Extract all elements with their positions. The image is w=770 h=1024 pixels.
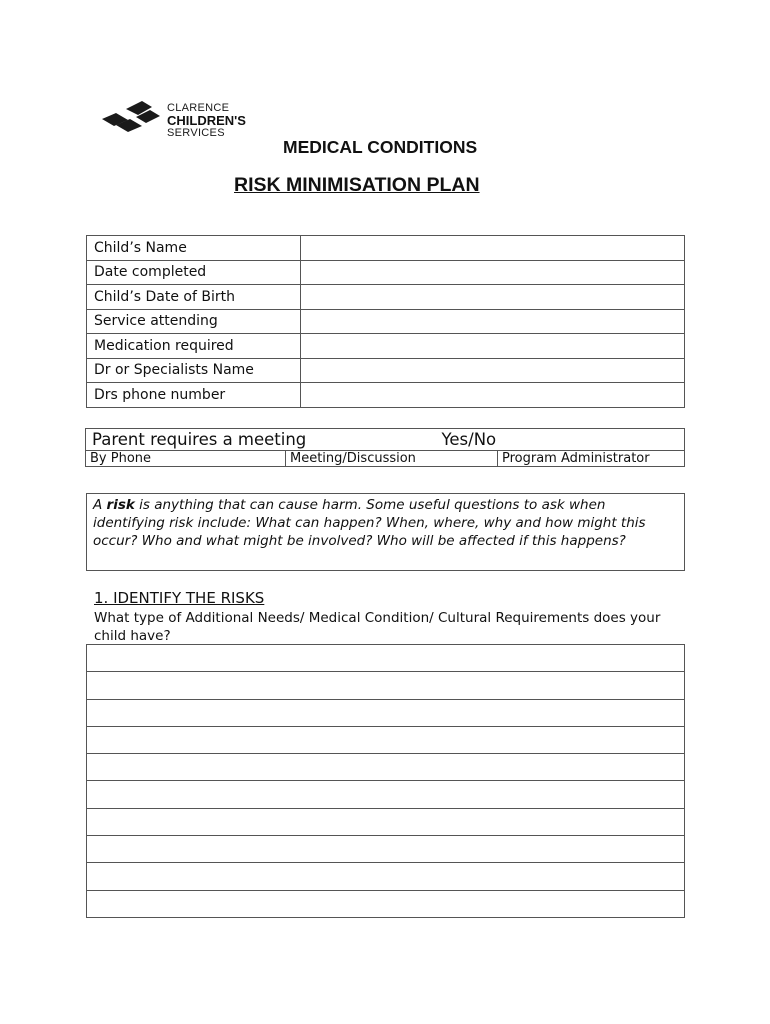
answer-line[interactable] (87, 836, 685, 863)
risk-definition-box (86, 493, 685, 571)
form-subheading: RISK MINIMISATION PLAN (234, 174, 480, 196)
field-label: Date completed (87, 260, 301, 285)
specialist-name-field[interactable] (300, 358, 684, 383)
table-row (87, 285, 685, 310)
table-row (87, 726, 685, 753)
risk-answer-table (86, 644, 685, 918)
answer-line[interactable] (87, 890, 685, 917)
meeting-question (86, 429, 685, 451)
meeting-table (85, 428, 685, 467)
answer-line[interactable] (87, 754, 685, 781)
organisation-logo (100, 97, 280, 143)
risk-note-prefix: A (93, 497, 107, 513)
table-row (86, 429, 685, 451)
risk-question: What type of Additional Needs/ Medical Condition/ Cultural Requirements does your child have? (94, 610, 661, 644)
answer-line[interactable] (87, 781, 685, 808)
field-label: Service attending (87, 309, 301, 334)
table-row (87, 754, 685, 781)
table-row (87, 383, 685, 408)
medication-required-field[interactable] (300, 334, 684, 359)
yes-no-option[interactable]: Yes/No (441, 430, 497, 449)
table-row (87, 334, 685, 359)
by-phone-option[interactable]: By Phone (86, 451, 286, 467)
answer-line[interactable] (87, 645, 685, 672)
field-label: Drs phone number (87, 383, 301, 408)
field-label: Child’s Name (87, 236, 301, 261)
date-of-birth-field[interactable] (300, 285, 684, 310)
program-administrator-option[interactable]: Program Administrator (498, 451, 685, 467)
logo-mark-icon (100, 99, 162, 139)
meeting-label: Parent requires a meeting (92, 430, 307, 449)
table-row (87, 236, 685, 261)
answer-line[interactable] (87, 863, 685, 890)
table-row (87, 358, 685, 383)
table-row (87, 309, 685, 334)
section-heading: 1. IDENTIFY THE RISKS (94, 589, 265, 607)
field-label: Child’s Date of Birth (87, 285, 301, 310)
table-row (87, 863, 685, 890)
service-attending-field[interactable] (300, 309, 684, 334)
child-details-table (86, 235, 685, 408)
form-heading: MEDICAL CONDITIONS (283, 137, 478, 157)
logo-text-line-2: CHILDREN'S (167, 113, 246, 128)
answer-line[interactable] (87, 726, 685, 753)
dr-phone-field[interactable] (300, 383, 684, 408)
table-row (87, 808, 685, 835)
field-label: Dr or Specialists Name (87, 358, 301, 383)
table-row (87, 645, 685, 672)
field-label: Medication required (87, 334, 301, 359)
date-completed-field[interactable] (300, 260, 684, 285)
logo-text-line-1: CLARENCE (167, 102, 230, 114)
logo-text-line-3: SERVICES (167, 127, 225, 139)
table-row (86, 451, 685, 467)
answer-line[interactable] (87, 808, 685, 835)
risk-keyword: risk (106, 497, 135, 513)
table-row (87, 672, 685, 699)
meeting-discussion-option[interactable]: Meeting/Discussion (286, 451, 498, 467)
answer-line[interactable] (87, 672, 685, 699)
childs-name-field[interactable] (300, 236, 684, 261)
table-row (87, 781, 685, 808)
table-row (87, 836, 685, 863)
table-row (87, 260, 685, 285)
risk-note-text: is anything that can cause harm. Some useful questions to ask when identifying risk include: What can happen? When, where, why and how might this occur? Who and what might be involved? Who will be affected if this happens? (93, 497, 646, 549)
table-row (87, 699, 685, 726)
table-row (87, 890, 685, 917)
answer-line[interactable] (87, 699, 685, 726)
